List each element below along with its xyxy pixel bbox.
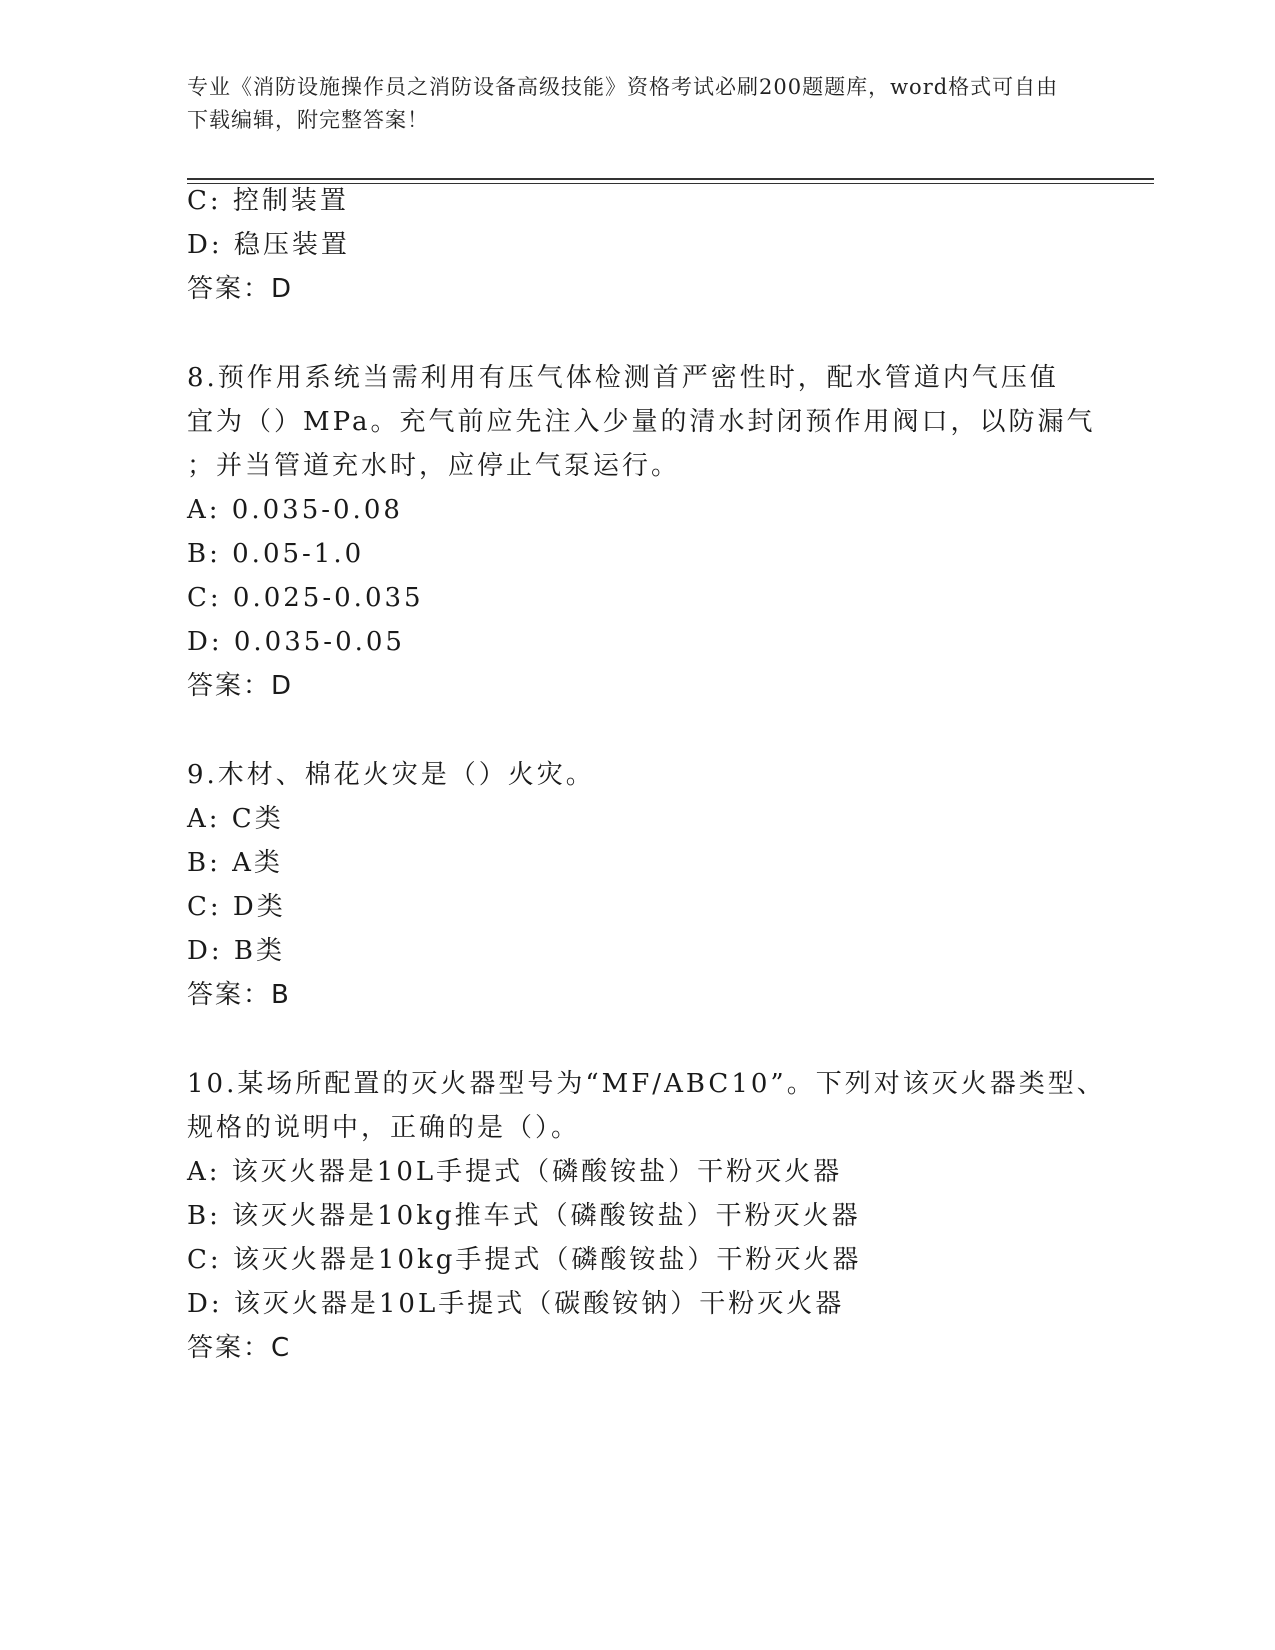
q8-stem-line-3: ；并当管道充水时，应停止气泵运行。 [187,451,681,481]
q10-option-b: B: 该灭火器是10kg推车式（磷酸铵盐）干粉灭火器 [187,1201,861,1231]
q10-stem-line-1: 10.某场所配置的灭火器型号为“MF/ABC10”。下列对该灭火器类型、 [187,1069,1106,1099]
q7-option-c: C: 控制装置 [187,186,349,216]
q10-option-c: C: 该灭火器是10kg手提式（磷酸铵盐）干粉灭火器 [187,1245,862,1275]
q7-option-d: D: 稳压装置 [187,230,350,260]
q9-option-d: D: B类 [187,936,285,966]
q9-option-a: A: C类 [187,804,284,834]
q8-answer: 答案：D [187,671,294,701]
q8-option-b: B: 0.05-1.0 [187,539,365,569]
q10-stem-line-2: 规格的说明中，正确的是（）。 [187,1113,581,1143]
q9-answer: 答案：B [187,980,291,1010]
q9-option-c: C: D类 [187,892,286,922]
q9-stem: 9.木材、棉花火灾是（）火灾。 [187,760,595,790]
q8-stem-line-1: 8.预作用系统当需利用有压气体检测首严密性时，配水管道内气压值 [187,363,1059,393]
q10-answer: 答案：C [187,1333,292,1363]
q8-option-d: D: 0.035-0.05 [187,627,405,657]
q10-option-d: D: 该灭火器是10L手提式（碳酸铵钠）干粉灭火器 [187,1289,845,1319]
q8-option-a: A: 0.035-0.08 [187,495,403,525]
page-header: 专业《消防设施操作员之消防设备高级技能》资格考试必刷200题题库，word格式可自由下载编辑，附完整答案！ [187,75,1059,132]
q8-stem-line-2: 宜为（）MPa。充气前应先注入少量的清水封闭预作用阀口，以防漏气 [187,407,1096,437]
q8-option-c: C: 0.025-0.035 [187,583,424,613]
q10-option-a: A: 该灭火器是10L手提式（磷酸铵盐）干粉灭火器 [187,1157,843,1187]
q7-answer: 答案：D [187,274,294,304]
q9-option-b: B: A类 [187,848,283,878]
